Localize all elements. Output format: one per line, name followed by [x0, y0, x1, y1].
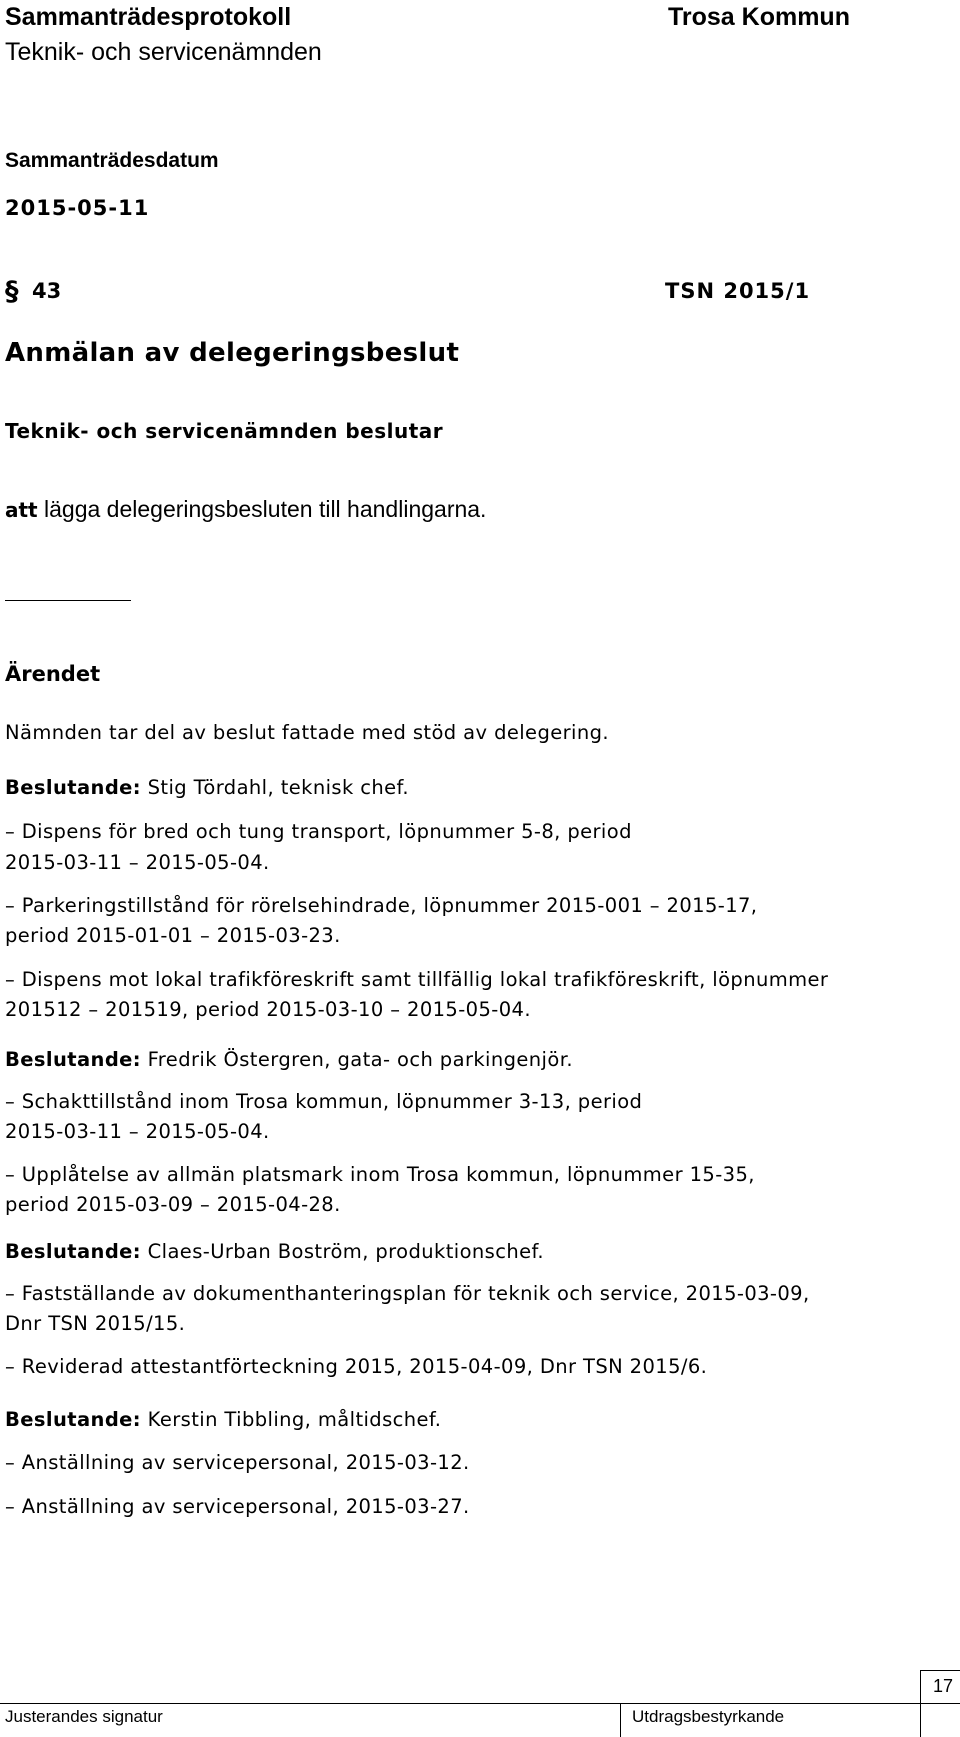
arendet-line: [5, 1355, 707, 1378]
document-title: Sammanträdesprotokoll: [5, 3, 292, 31]
att-keyword: att: [5, 498, 38, 522]
arendet-line: [5, 968, 828, 991]
arendet-line: [5, 1120, 270, 1143]
arendet-line: [5, 1048, 573, 1071]
line-text: Fredrik Östergren, gata- och parkingenjör.: [141, 1048, 573, 1071]
line-text: Claes-Urban Boström, produktionschef.: [141, 1240, 544, 1263]
line-text: period 2015-01-01 – 2015-03-23.: [5, 924, 341, 947]
page-number-top-rule: [920, 1670, 960, 1671]
arendet-line: [5, 1495, 470, 1518]
arendet-line: [5, 1090, 642, 1113]
arendet-line: [5, 1163, 755, 1186]
line-text: – Dispens mot lokal trafikföreskrift samt tillfällig lokal trafikföreskrift, löpnummer: [5, 968, 829, 991]
arendet-line: [5, 1193, 341, 1216]
arendet-line: [5, 851, 270, 874]
case-number: TSN 2015/1: [665, 279, 811, 303]
arendet-line: [5, 1408, 441, 1431]
footer-divider: [620, 1703, 621, 1737]
arendet-line: [5, 924, 341, 947]
line-label: Beslutande:: [5, 776, 142, 799]
line-text: 2015-03-11 – 2015-05-04.: [5, 1120, 270, 1143]
arendet-heading: Ärendet: [5, 662, 101, 686]
organization-name: Trosa Kommun: [668, 3, 850, 31]
separator-rule: [5, 600, 131, 601]
line-text: Dnr TSN 2015/15.: [5, 1312, 186, 1335]
line-text: – Parkeringstillstånd för rörelsehindrade, löpnummer 2015-001 – 2015-17,: [5, 894, 758, 917]
footer-certification-label: Utdragsbestyrkande: [632, 1707, 785, 1726]
line-label: Beslutande:: [5, 1408, 142, 1431]
line-label: Beslutande:: [5, 1240, 142, 1263]
line-text: period 2015-03-09 – 2015-04-28.: [5, 1193, 341, 1216]
arendet-intro: Nämnden tar del av beslut fattade med stöd av delegering.: [5, 721, 610, 744]
paragraph-line: [5, 276, 835, 310]
paragraph-number: 43: [32, 279, 62, 303]
paragraph-symbol: §: [5, 276, 19, 307]
item-heading: Anmälan av delegeringsbeslut: [5, 338, 460, 368]
arendet-line: [5, 820, 632, 843]
line-label: Beslutande:: [5, 1048, 142, 1071]
arendet-line: [5, 1451, 470, 1474]
arendet-line: [5, 1240, 544, 1263]
line-text: – Upplåtelse av allmän platsmark inom Trosa kommun, löpnummer 15-35,: [5, 1163, 755, 1186]
decision-body: lägga delegeringsbesluten till handlingarna.: [37, 496, 487, 522]
line-text: – Dispens för bred och tung transport, löpnummer 5-8, period: [5, 820, 632, 843]
line-text: – Anställning av servicepersonal, 2015-03-27.: [5, 1495, 470, 1518]
arendet-line: [5, 776, 409, 799]
committee-name: Teknik- och servicenämnden: [5, 38, 322, 66]
line-text: – Anställning av servicepersonal, 2015-03-12.: [5, 1451, 470, 1474]
arendet-line: [5, 1282, 810, 1305]
line-text: – Fastställande av dokumenthanteringsplan för teknik och service, 2015-03-09,: [5, 1282, 810, 1305]
line-text: 201512 – 201519, period 2015-03-10 – 2015-05-04.: [5, 998, 531, 1021]
meeting-date-value: 2015-05-11: [5, 196, 150, 220]
decision-text: [5, 496, 486, 523]
arendet-line: [5, 1312, 185, 1335]
footer-signature-label: Justerandes signatur: [5, 1707, 163, 1726]
line-text: Kerstin Tibbling, måltidschef.: [141, 1408, 442, 1431]
line-text: – Schakttillstånd inom Trosa kommun, löpnummer 3-13, period: [5, 1090, 643, 1113]
arendet-line: [5, 998, 531, 1021]
page-number-divider: [920, 1670, 921, 1737]
page-number: 17: [933, 1676, 954, 1696]
line-text: Stig Tördahl, teknisk chef.: [141, 776, 409, 799]
decision-heading: Teknik- och servicenämnden beslutar: [5, 419, 444, 443]
line-text: 2015-03-11 – 2015-05-04.: [5, 851, 270, 874]
meeting-date-label: Sammanträdesdatum: [5, 149, 219, 172]
line-text: – Reviderad attestantförteckning 2015, 2015-04-09, Dnr TSN 2015/6.: [5, 1355, 708, 1378]
arendet-line: [5, 894, 757, 917]
footer-top-rule: [0, 1703, 960, 1704]
